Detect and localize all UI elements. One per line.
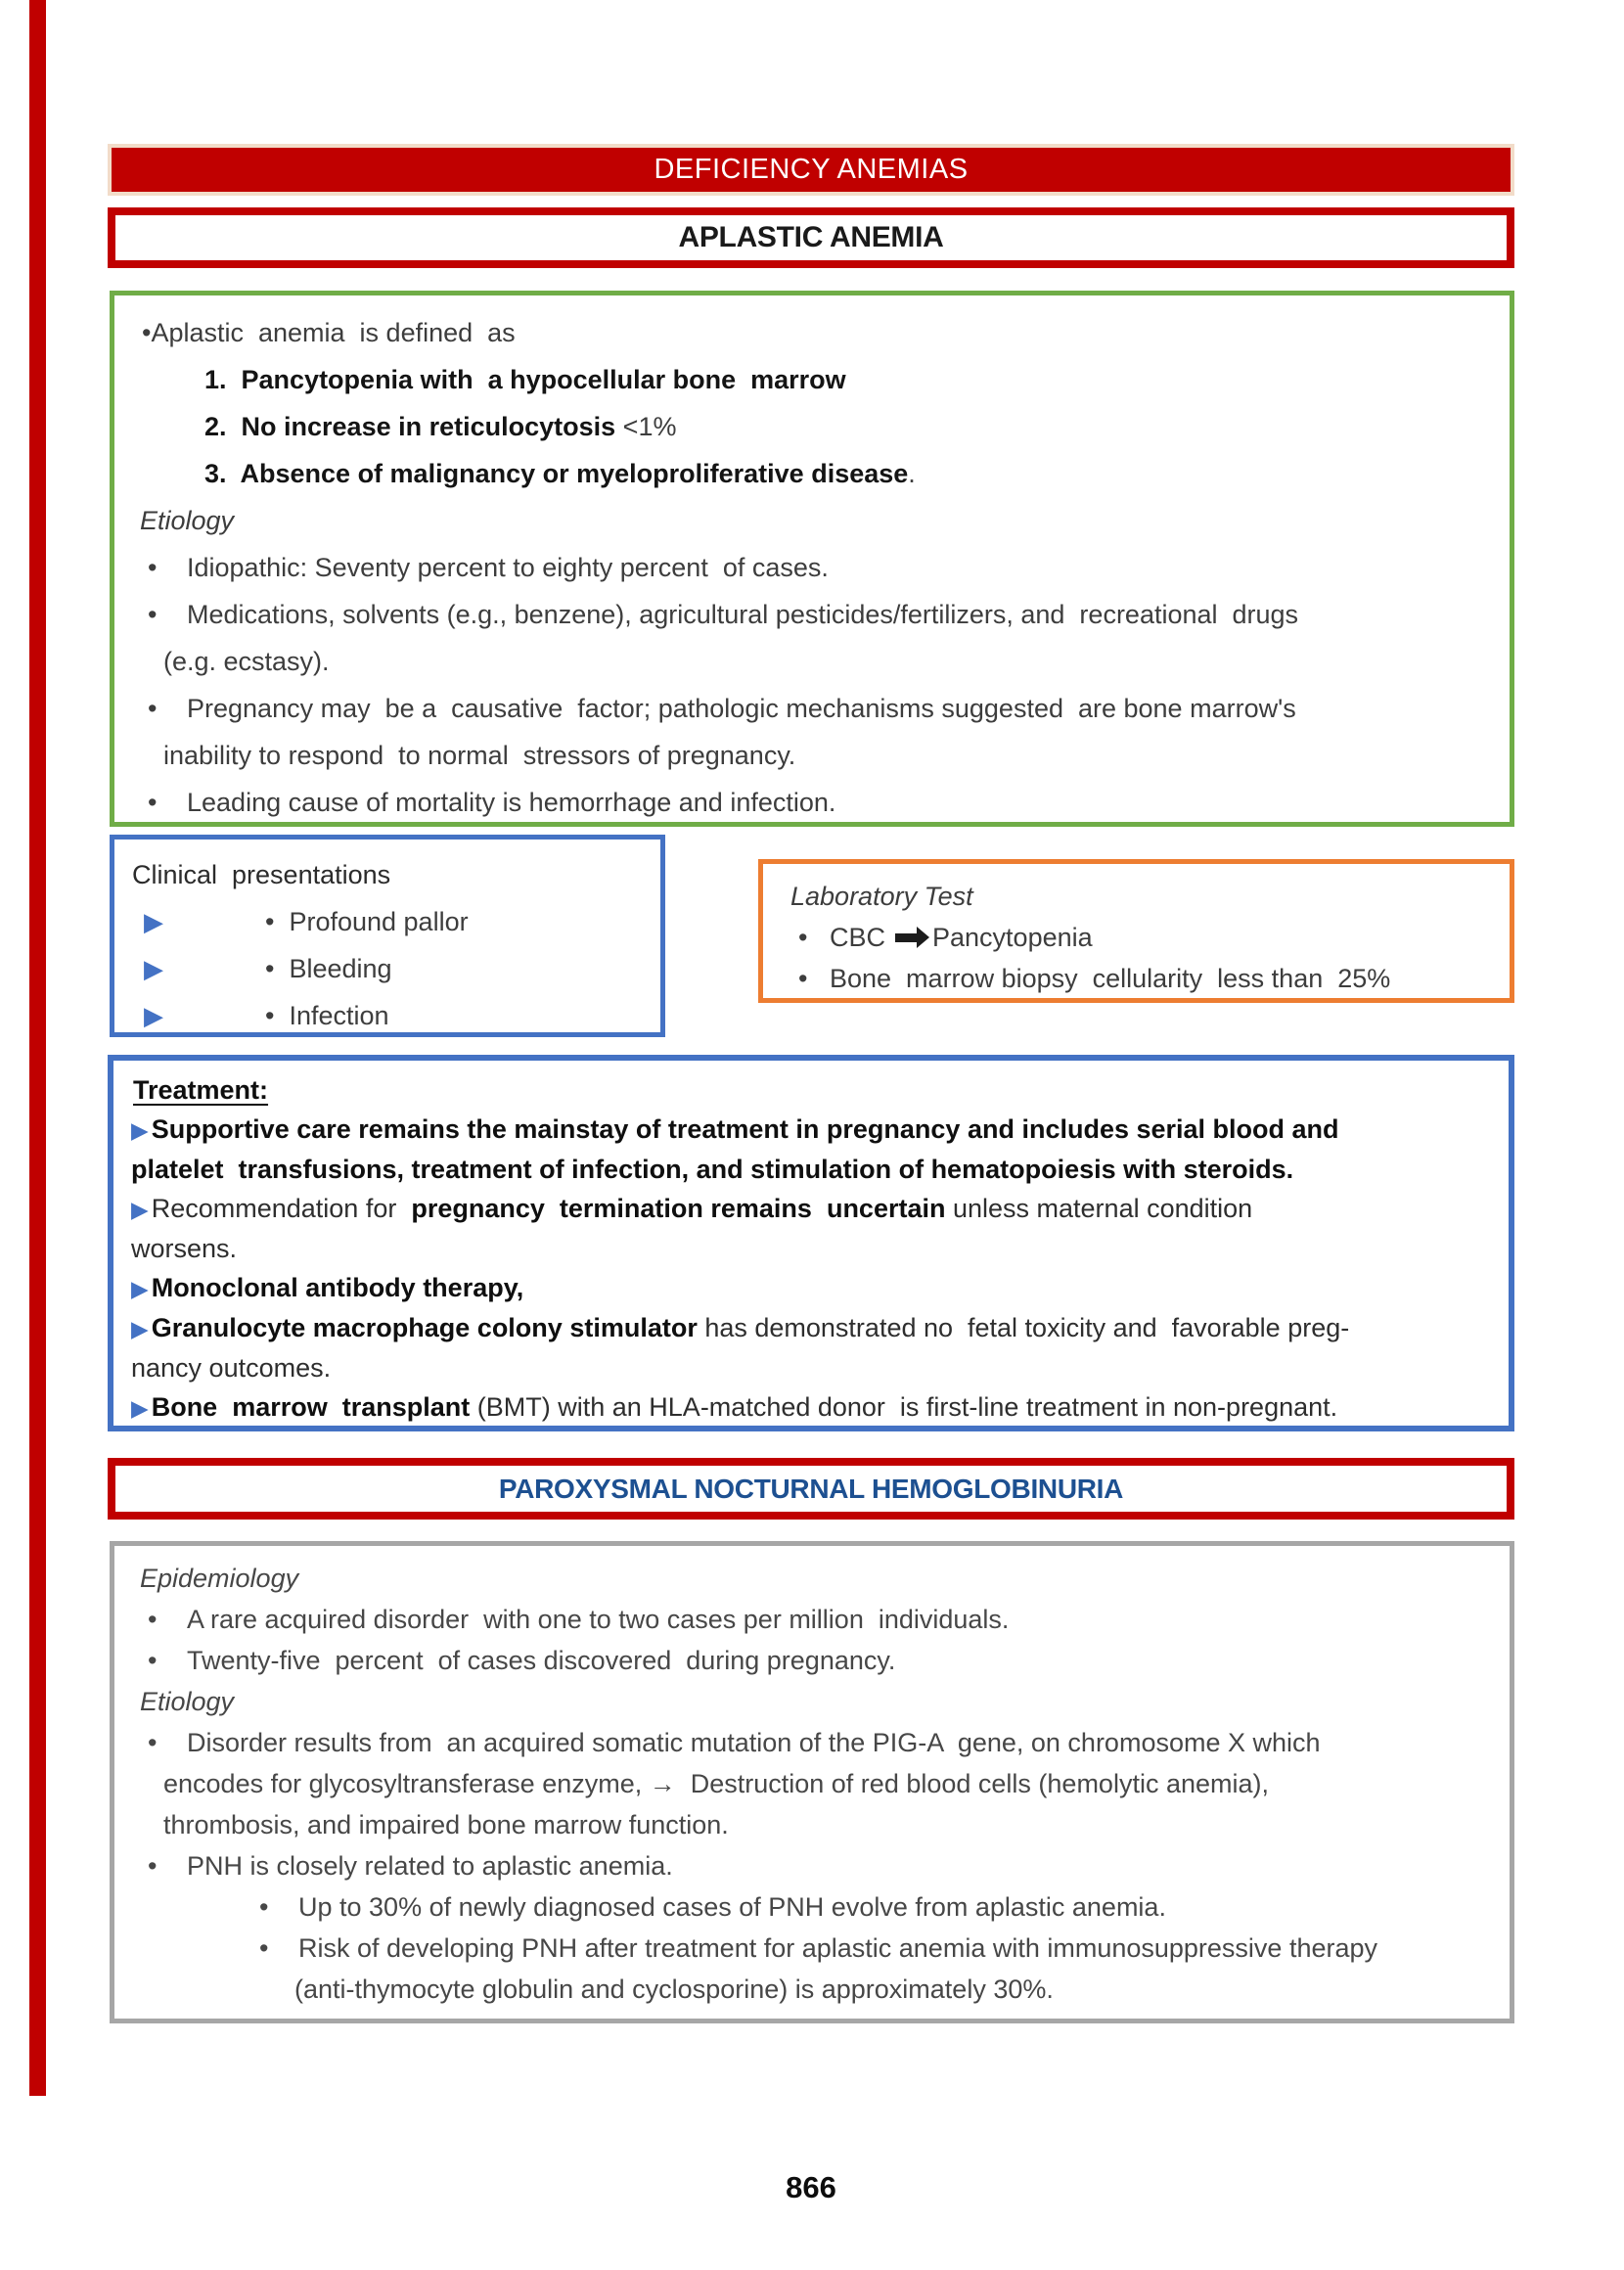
pnh-sub-bullet [130, 1928, 1494, 1969]
clinical-item [128, 945, 647, 992]
pnh-details-box [110, 1541, 1514, 2023]
treatment-item [129, 1189, 1493, 1229]
etiology-bullet [130, 1722, 1494, 1763]
triangle-bullet-icon: ▶ [131, 1117, 149, 1143]
treatment-item [129, 1308, 1493, 1348]
text-segment: 2. No increase in reticulocytosis [204, 412, 623, 441]
treatment-item [129, 1268, 1493, 1308]
etiology-bullet [130, 544, 1494, 591]
treatment-item [129, 1110, 1493, 1150]
bullet-icon: • [798, 923, 808, 952]
text-segment: 1. Pancytopenia with a hypocellular bone marrow [204, 365, 846, 394]
bullet-icon: • [148, 1851, 158, 1881]
aplastic-anemia-header [108, 207, 1514, 268]
text-segment: Up to 30% of newly diagnosed cases of PNH evolve from aplastic anemia. [298, 1892, 1166, 1922]
text-segment: platelet transfusions, treatment of infection, and stimulation of hematopoiesis with steroids. [131, 1155, 1294, 1184]
etiology-bullet [130, 685, 1494, 732]
text-segment: Pregnancy may be a causative factor; pathologic mechanisms suggested are bone marrow's [187, 694, 1296, 723]
text-segment: Bone marrow transplant [151, 1392, 471, 1422]
bullet-icon: • [148, 788, 158, 817]
laboratory-test-box [758, 859, 1514, 1003]
etiology-label [130, 1681, 1494, 1722]
bullet-icon: • [148, 1646, 158, 1675]
text-segment: . [908, 459, 916, 488]
deficiency-anemias-banner [108, 144, 1514, 196]
text-segment: PNH is closely related to aplastic anemia. [187, 1851, 673, 1881]
treatment-item-continuation [129, 1348, 1493, 1387]
text-segment: • Profound pallor [265, 907, 469, 936]
triangle-bullet-icon: ▶ [144, 1001, 163, 1030]
text-segment: Etiology [140, 506, 235, 535]
etiology-bullet-continuation [130, 1763, 1494, 1804]
etiology-bullet [130, 591, 1494, 638]
text-segment: Treatment: [133, 1075, 269, 1105]
text-segment: nancy outcomes. [131, 1353, 332, 1383]
text-segment: (e.g. ecstasy). [163, 647, 330, 676]
text-segment: CBC [830, 923, 886, 952]
text-segment: Bone marrow biopsy cellularity less than 25% [830, 964, 1391, 993]
bullet-icon: • [148, 1728, 158, 1757]
triangle-bullet-icon: ▶ [144, 907, 163, 936]
treatment-item [129, 1387, 1493, 1428]
text-segment: • Bleeding [265, 954, 392, 983]
bullet-icon: • [798, 964, 808, 993]
page-number: 866 [786, 2170, 836, 2204]
aplastic-anemia-title: APLASTIC ANEMIA [678, 221, 944, 253]
bullet-icon: • [148, 600, 158, 629]
text-segment: encodes for glycosyltransferase enzyme, → Destruction of red blood cells (hemolytic anemia), [163, 1769, 1269, 1798]
banner-title: DEFICIENCY ANEMIAS [654, 154, 969, 185]
text-segment: (anti-thymocyte globulin and cyclosporine) is approximately 30%. [294, 1975, 1054, 2004]
text-segment: thrombosis, and impaired bone marrow function. [163, 1810, 729, 1839]
heavy-right-arrow-icon [895, 933, 917, 942]
pnh-title: PAROXYSMAL NOCTURNAL HEMOGLOBINURIA [498, 1473, 1124, 1504]
etiology-bullet-continuation [130, 1804, 1494, 1845]
definition-item-1 [130, 356, 1494, 403]
clinical-item [128, 992, 647, 1037]
text-segment: 3. Absence of malignancy or myeloproliferative disease [204, 459, 909, 488]
text-segment: Monoclonal antibody therapy, [151, 1273, 524, 1302]
laboratory-item [781, 917, 1492, 958]
treatment-item-continuation [129, 1150, 1493, 1189]
text-segment: Idiopathic: Seventy percent to eighty percent of cases. [187, 553, 829, 582]
text-segment: unless maternal condition [945, 1194, 1253, 1223]
left-red-strip [29, 0, 46, 2096]
etiology-bullet-continuation [130, 732, 1494, 779]
text-segment: (BMT) with an HLA-matched donor is first-line treatment in non-pregnant. [470, 1392, 1338, 1422]
laboratory-test-title [781, 876, 1492, 917]
epidemiology-label [130, 1558, 1494, 1599]
bullet-icon: • [148, 1605, 158, 1634]
etiology-label [130, 497, 1494, 544]
text-segment: Supportive care remains the mainstay of treatment in pregnancy and includes serial blood and [151, 1114, 1339, 1144]
text-segment: inability to respond to normal stressors of pregnancy. [163, 741, 796, 770]
treatment-item-continuation [129, 1229, 1493, 1268]
clinical-presentations-box [110, 835, 665, 1037]
pnh-header [108, 1458, 1514, 1520]
pnh-sub-bullet [130, 1886, 1494, 1928]
text-segment: Etiology [140, 1687, 235, 1716]
definition-item-3 [130, 450, 1494, 497]
definition-intro [130, 309, 1494, 356]
text-segment: Medications, solvents (e.g., benzene), agricultural pesticides/fertilizers, and recreational drugs [187, 600, 1299, 629]
text-segment: •Aplastic anemia is defined as [142, 318, 516, 347]
text-segment: • Infection [265, 1001, 389, 1030]
text-segment: <1% [622, 412, 677, 441]
text-segment: Leading cause of mortality is hemorrhage and infection. [187, 788, 836, 817]
bullet-icon: • [259, 1892, 269, 1922]
text-segment: Clinical presentations [132, 860, 391, 889]
text-segment: worsens. [131, 1234, 238, 1263]
text-segment: Recommendation for [151, 1194, 412, 1223]
etiology-bullet [130, 779, 1494, 826]
text-segment: Risk of developing PNH after treatment for aplastic anemia with immunosuppressive therapy [298, 1933, 1378, 1963]
text-segment: Granulocyte macrophage colony stimulator [151, 1313, 698, 1342]
triangle-bullet-icon: ▶ [144, 954, 163, 983]
text-segment: A rare acquired disorder with one to two cases per million individuals. [187, 1605, 1010, 1634]
triangle-bullet-icon: ▶ [131, 1197, 149, 1222]
bullet-icon: • [259, 1933, 269, 1963]
etiology-bullet [130, 1845, 1494, 1886]
laboratory-item [781, 958, 1492, 999]
definition-etiology-box [110, 291, 1514, 827]
epidemiology-bullet [130, 1599, 1494, 1640]
text-segment: Epidemiology [140, 1564, 299, 1593]
bullet-icon: • [148, 553, 158, 582]
text-segment: Laboratory Test [790, 882, 973, 911]
definition-item-2 [130, 403, 1494, 450]
pnh-sub-bullet-continuation [130, 1969, 1494, 2010]
text-segment: Pancytopenia [932, 923, 1093, 952]
treatment-title [129, 1070, 1493, 1110]
etiology-bullet-continuation [130, 638, 1494, 685]
text-segment: pregnancy termination remains uncertain [411, 1194, 946, 1223]
triangle-bullet-icon: ▶ [131, 1395, 149, 1421]
text-segment: Disorder results from an acquired somatic mutation of the PIG-A gene, on chromosome X which [187, 1728, 1321, 1757]
epidemiology-bullet [130, 1640, 1494, 1681]
text-segment: has demonstrated no fetal toxicity and favorable preg- [697, 1313, 1350, 1342]
text-segment: Twenty-five percent of cases discovered during pregnancy. [187, 1646, 896, 1675]
bullet-icon: • [148, 694, 158, 723]
triangle-bullet-icon: ▶ [131, 1316, 149, 1341]
clinical-item [128, 898, 647, 945]
clinical-presentations-title [128, 851, 647, 898]
triangle-bullet-icon: ▶ [131, 1276, 149, 1301]
treatment-box [108, 1055, 1514, 1431]
